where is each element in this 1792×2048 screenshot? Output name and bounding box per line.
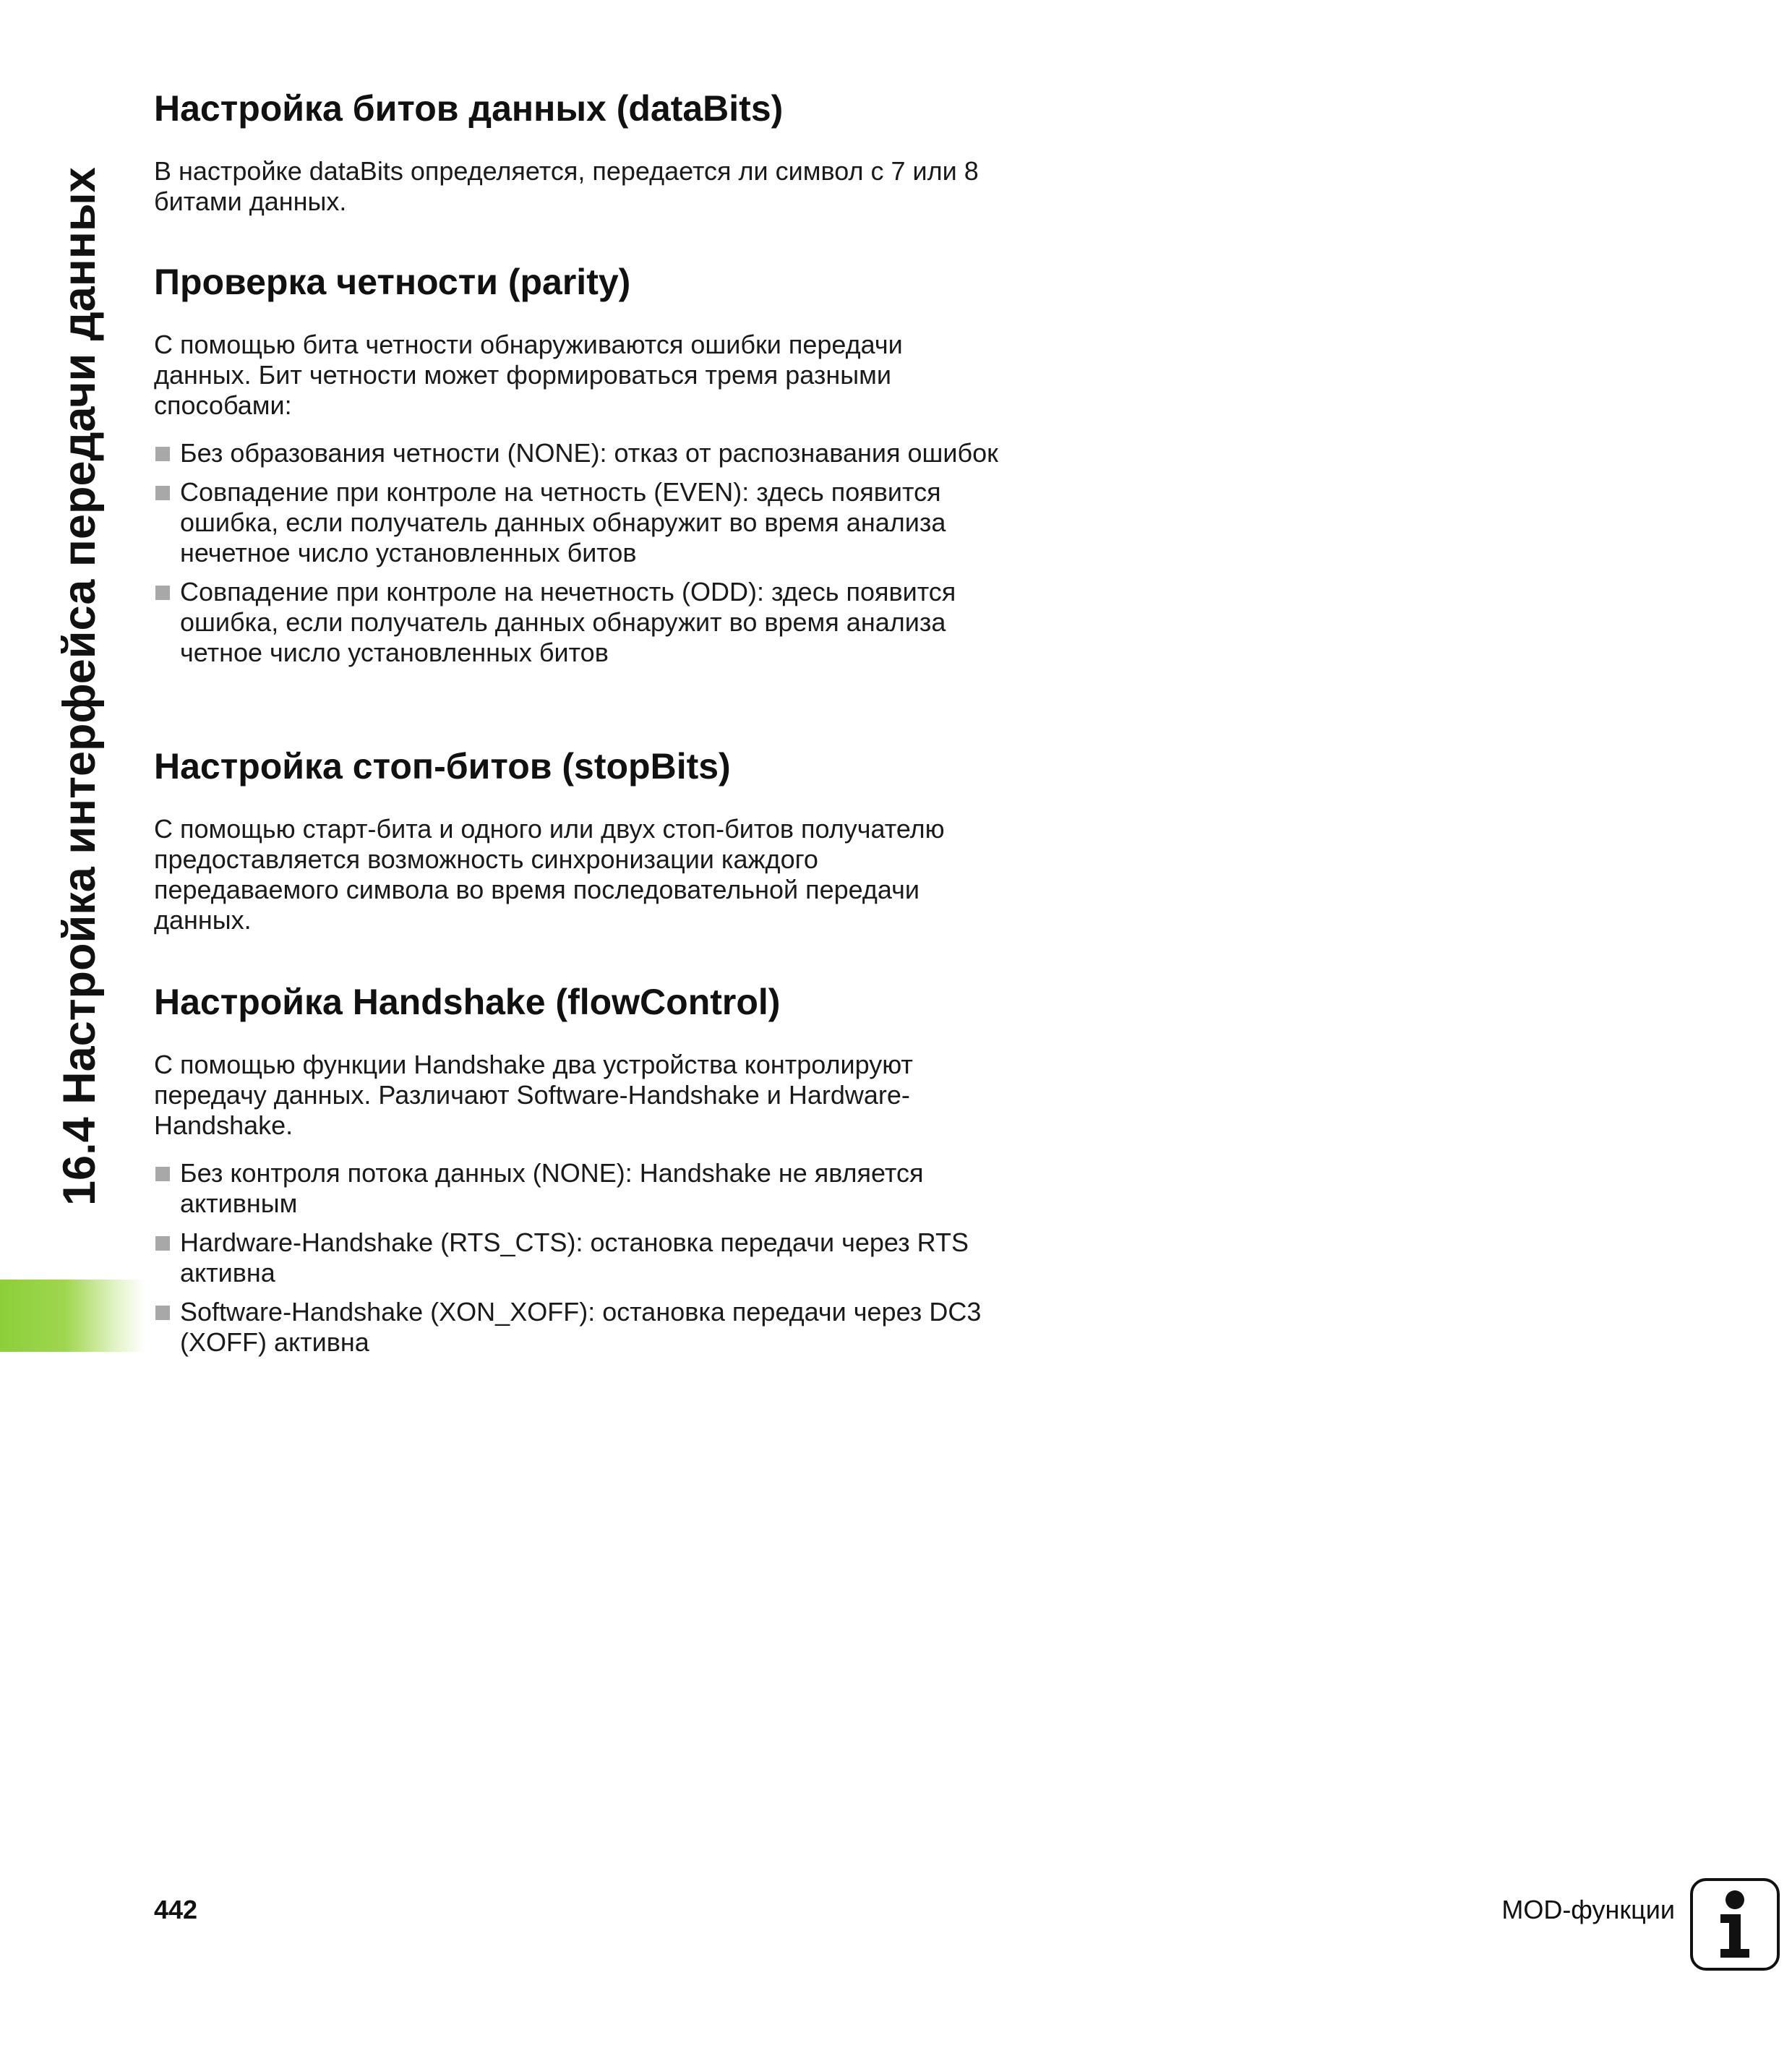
section-heading: Настройка битов данных (dataBits) (154, 88, 784, 129)
list-item (154, 438, 1007, 468)
section-heading: Настройка стоп-битов (stopBits) (154, 746, 731, 787)
list-item-text: Hardware-Handshake (RTS_CTS): остановка передачи через RTS активна (180, 1227, 969, 1288)
list-item-text: Совпадение при контроле на нечетность (ODD): здесь появится ошибка, если получатель данных обнаружит во время анализа четное число установленных битов (180, 577, 956, 667)
section-handshake (154, 980, 1007, 1366)
list-item-text: Без контроля потока данных (NONE): Handshake не является активным (180, 1158, 924, 1218)
bullet-square-icon (155, 486, 170, 500)
handshake-options-list (154, 1158, 1007, 1358)
section-text: С помощью старт-бита и одного или двух стоп-битов получателю предоставляется возможность синхронизации каждого передаваемого символа во время последовательной передачи данных. (154, 814, 945, 935)
section-text: С помощью функции Handshake два устройства контролируют передачу данных. Различают Software-Handshake и Hardware-Handshake. (154, 1050, 913, 1140)
info-icon (1690, 1878, 1780, 1971)
chapter-tab-marker (0, 1280, 145, 1352)
list-item (154, 1227, 1007, 1288)
bullet-square-icon (155, 1167, 170, 1181)
bullet-square-icon (155, 1236, 170, 1251)
list-item-text: Совпадение при контроле на четность (EVEN): здесь появится ошибка, если получатель данных обнаружит во время анализа нечетное число установленных битов (180, 477, 946, 567)
section-parity (154, 260, 1007, 677)
list-item (154, 1158, 1007, 1219)
list-item-text: Без образования четности (NONE): отказ от распознавания ошибок (180, 438, 998, 468)
section-stop-bits (154, 745, 1007, 953)
section-text: В настройке dataBits определяется, передается ли символ с 7 или 8 битами данных. (154, 156, 979, 216)
list-item-text: Software-Handshake (XON_XOFF): остановка передачи через DC3 (XOFF) активна (180, 1297, 982, 1357)
chapter-title: 16.4 Настройка интерфейса передачи данных (54, 167, 105, 1206)
section-data-bits (154, 87, 1007, 234)
list-item (154, 577, 1007, 668)
section-heading: Настройка Handshake (flowControl) (154, 982, 781, 1022)
parity-options-list (154, 438, 1007, 668)
bullet-square-icon (155, 447, 170, 461)
page-number: 442 (154, 1895, 198, 1924)
footer-chapter-label: MOD-функции (1501, 1895, 1675, 1924)
bullet-square-icon (155, 586, 170, 600)
list-item (154, 1297, 1007, 1358)
section-heading: Проверка четности (parity) (154, 262, 631, 302)
section-text: С помощью бита четности обнаруживаются ошибки передачи данных. Бит четности может формироваться тремя разными способами: (154, 330, 903, 420)
list-item (154, 477, 1007, 568)
bullet-square-icon (155, 1306, 170, 1320)
